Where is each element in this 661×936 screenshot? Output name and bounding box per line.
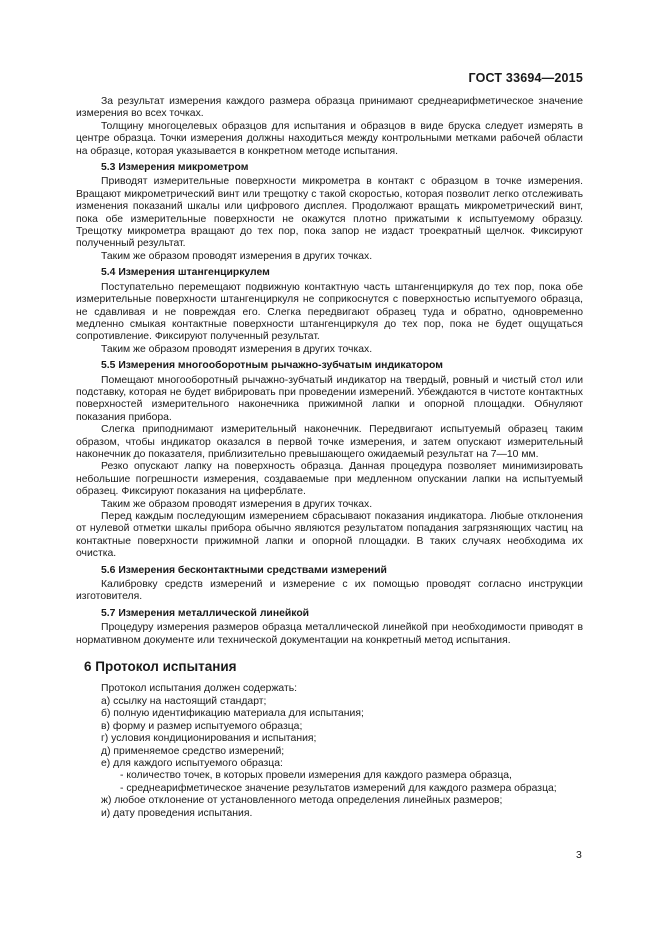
list-item: б) полную идентификацию материала для испытания; — [101, 708, 364, 720]
page-number: 3 — [576, 849, 582, 861]
list-item: г) условия кондиционирования и испытания; — [101, 733, 317, 745]
paragraph: Таким же образом проводят измерения в других точках. — [101, 250, 373, 262]
section-heading-5-6: 5.6 Измерения бесконтактными средствами измерений — [101, 564, 387, 576]
list-item: и) дату проведения испытания. — [101, 807, 253, 819]
paragraph: За результат измерения каждого размера образца принимают среднеарифметическое значение измерения во всех точках. — [76, 96, 583, 120]
list-item: в) форму и размер испытуемого образца; — [101, 720, 303, 732]
paragraph: Таким же образом проводят измерения в других точках. — [101, 498, 373, 510]
section-heading-6: 6 Протокол испытания — [84, 659, 237, 675]
paragraph: Толщину многоцелевых образцов для испытания и образцов в виде бруска следует измерять в центре образца. Точки измерения должны находиться между контрольными метками рабочей области на образце, которая указывается в конкретном методе испытания. — [76, 120, 583, 157]
paragraph: Таким же образом проводят измерения в других точках. — [101, 343, 373, 355]
list-subitem: - среднеарифметическое значение результатов измерений для каждого размера образца; — [120, 782, 557, 794]
paragraph: Процедуру измерения размеров образца металлической линейкой при необходимости приводят в нормативном документе или технической документации на конкретный метод испытания. — [76, 622, 583, 646]
page-body — [76, 96, 583, 820]
paragraph: Поступательно перемещают подвижную контактную часть штангенциркуля до тех пор, пока обе измерительные поверхности штангенциркуля не соприкоснутся с поверхностью испытуемого образца, не сдавливая и не повреждая его. Слегка передвигают образец туда и обратно, одновременно медленно смыкая контактные поверхности штангенциркуля до тех пор, пока не будет ощущаться сопротивление. Фиксируют полученный результат. — [76, 281, 583, 343]
section-heading-5-5: 5.5 Измерения многооборотным рычажно-зубчатым индикатором — [101, 360, 443, 372]
section-heading-5-7: 5.7 Измерения металлической линейкой — [101, 607, 310, 619]
list-item: ж) любое отклонение от установленного метода определения линейных размеров; — [101, 795, 503, 807]
paragraph: Перед каждым последующим измерением сбрасывают показания индикатора. Любые отклонения от нулевой отметки шкалы прибора обычно являются результатом попадания загрязняющих частиц на контактные поверхности прижимной лапки и опорной площадки. В таких случаях необходима их очистка. — [76, 511, 583, 560]
list-item: д) применяемое средство измерений; — [101, 745, 285, 757]
paragraph: Помещают многооборотный рычажно-зубчатый индикатор на твердый, ровный и чистый стол или подставку, которая не будет вибрировать при проведении измерений. Убеждаются в чистоте контактных поверхностей измерительного наконечника прижимной лапки и опорной площадки. Обнуляют показания прибора. — [76, 374, 583, 423]
list-subitem: - количество точек, в которых провели измерения для каждого размера образца, — [120, 770, 512, 782]
list-item: е) для каждого испытуемого образца: — [101, 757, 283, 769]
section-heading-5-3: 5.3 Измерения микрометром — [101, 162, 249, 174]
list-intro: Протокол испытания должен содержать: — [101, 683, 298, 695]
paragraph: Резко опускают лапку на поверхность образца. Данная процедура позволяет минимизировать небольшие погрешности измерения, создаваемые при медленном опускании лапки на испытуемый образец. Фиксируют показания на циферблате. — [76, 461, 583, 498]
document-code: ГОСТ 33694—2015 — [468, 71, 583, 85]
paragraph: Слегка приподнимают измерительный наконечник. Передвигают испытуемый образец таким образом, чтобы индикатор оказался в первой точке измерения, и затем опускают измерительный наконечник до показателя, приблизительно превышающего ожидаемый результат на 7—10 мм. — [76, 424, 583, 460]
paragraph: Калибровку средств измерений и измерение с их помощью проводят согласно инструкции изготовителя. — [76, 579, 583, 603]
paragraph: Приводят измерительные поверхности микрометра в контакт с образцом в точке измерения. Вращают микрометрический винт или трещотку с такой скоростью, которая позволит легко отслеживать изменения показаний шкалы или цифрового дисплея. Продолжают вращать микрометрический винт, пока обе измерительные поверхности не окажутся плотно прижатыми к испытуемому образцу. Трещотку микрометра вращают до тех пор, пока запор не издаст троекратный щелчок. Фиксируют полученный результат. — [76, 176, 583, 250]
section-heading-5-4: 5.4 Измерения штангенциркулем — [101, 267, 270, 279]
list-item: а) ссылку на настоящий стандарт; — [101, 695, 267, 707]
